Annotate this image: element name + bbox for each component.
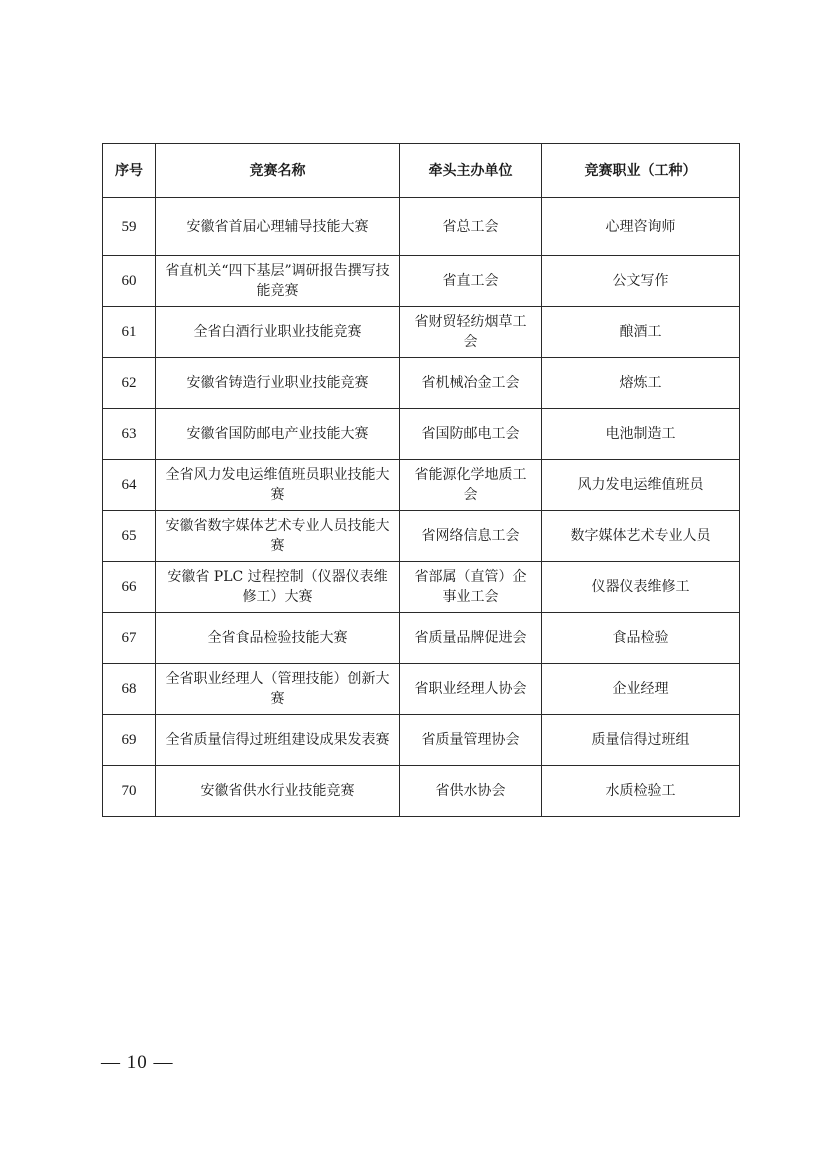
row-index: 60	[103, 256, 156, 307]
table-row	[103, 613, 740, 664]
row-competition-name: 安徽省国防邮电产业技能大赛	[156, 409, 400, 460]
row-competition-name: 全省白酒行业职业技能竞赛	[156, 307, 400, 358]
row-competition-name: 安徽省首届心理辅导技能大赛	[156, 198, 400, 256]
table-row	[103, 256, 740, 307]
row-occupation: 质量信得过班组	[542, 715, 740, 766]
table-row	[103, 562, 740, 613]
row-organizer: 省质量品牌促进会	[400, 613, 542, 664]
row-index: 64	[103, 460, 156, 511]
row-competition-name: 安徽省数字媒体艺术专业人员技能大赛	[156, 511, 400, 562]
row-occupation: 公文写作	[542, 256, 740, 307]
row-competition-name: 全省风力发电运维值班员职业技能大赛	[156, 460, 400, 511]
row-index: 67	[103, 613, 156, 664]
row-index: 63	[103, 409, 156, 460]
row-organizer: 省供水协会	[400, 766, 542, 817]
table-row	[103, 664, 740, 715]
table-row	[103, 409, 740, 460]
row-occupation: 酿酒工	[542, 307, 740, 358]
competition-table	[102, 143, 740, 817]
row-organizer: 省质量管理协会	[400, 715, 542, 766]
row-occupation: 风力发电运维值班员	[542, 460, 740, 511]
row-competition-name: 全省质量信得过班组建设成果发表赛	[156, 715, 400, 766]
row-competition-name: 全省职业经理人（管理技能）创新大赛	[156, 664, 400, 715]
row-index: 68	[103, 664, 156, 715]
row-competition-name: 省直机关“四下基层”调研报告撰写技能竞赛	[156, 256, 400, 307]
table-header-row	[103, 144, 740, 198]
header-name: 竞赛名称	[156, 144, 400, 198]
row-index: 61	[103, 307, 156, 358]
row-organizer: 省机械冶金工会	[400, 358, 542, 409]
table-row	[103, 198, 740, 256]
row-competition-name: 安徽省铸造行业职业技能竞赛	[156, 358, 400, 409]
row-occupation: 食品检验	[542, 613, 740, 664]
row-index: 62	[103, 358, 156, 409]
row-occupation: 心理咨询师	[542, 198, 740, 256]
row-index: 65	[103, 511, 156, 562]
table-row	[103, 511, 740, 562]
header-occupation: 竞赛职业（工种）	[542, 144, 740, 198]
row-occupation: 数字媒体艺术专业人员	[542, 511, 740, 562]
row-occupation: 水质检验工	[542, 766, 740, 817]
row-occupation: 仪器仪表维修工	[542, 562, 740, 613]
row-organizer: 省直工会	[400, 256, 542, 307]
row-organizer: 省国防邮电工会	[400, 409, 542, 460]
row-index: 69	[103, 715, 156, 766]
row-competition-name: 安徽省 PLC 过程控制（仪器仪表维修工）大赛	[156, 562, 400, 613]
row-occupation: 电池制造工	[542, 409, 740, 460]
row-occupation: 企业经理	[542, 664, 740, 715]
row-organizer: 省能源化学地质工会	[400, 460, 542, 511]
table-row	[103, 460, 740, 511]
row-organizer: 省部属（直管）企事业工会	[400, 562, 542, 613]
row-competition-name: 全省食品检验技能大赛	[156, 613, 400, 664]
row-index: 70	[103, 766, 156, 817]
row-index: 59	[103, 198, 156, 256]
row-occupation: 熔炼工	[542, 358, 740, 409]
row-organizer: 省职业经理人协会	[400, 664, 542, 715]
row-competition-name: 安徽省供水行业技能竞赛	[156, 766, 400, 817]
row-index: 66	[103, 562, 156, 613]
table-row	[103, 715, 740, 766]
header-organizer: 牵头主办单位	[400, 144, 542, 198]
header-index: 序号	[103, 144, 156, 198]
row-organizer: 省财贸轻纺烟草工会	[400, 307, 542, 358]
page-number: — 10 —	[101, 1052, 174, 1073]
table-row	[103, 766, 740, 817]
table-row	[103, 358, 740, 409]
row-organizer: 省总工会	[400, 198, 542, 256]
table-row	[103, 307, 740, 358]
row-organizer: 省网络信息工会	[400, 511, 542, 562]
